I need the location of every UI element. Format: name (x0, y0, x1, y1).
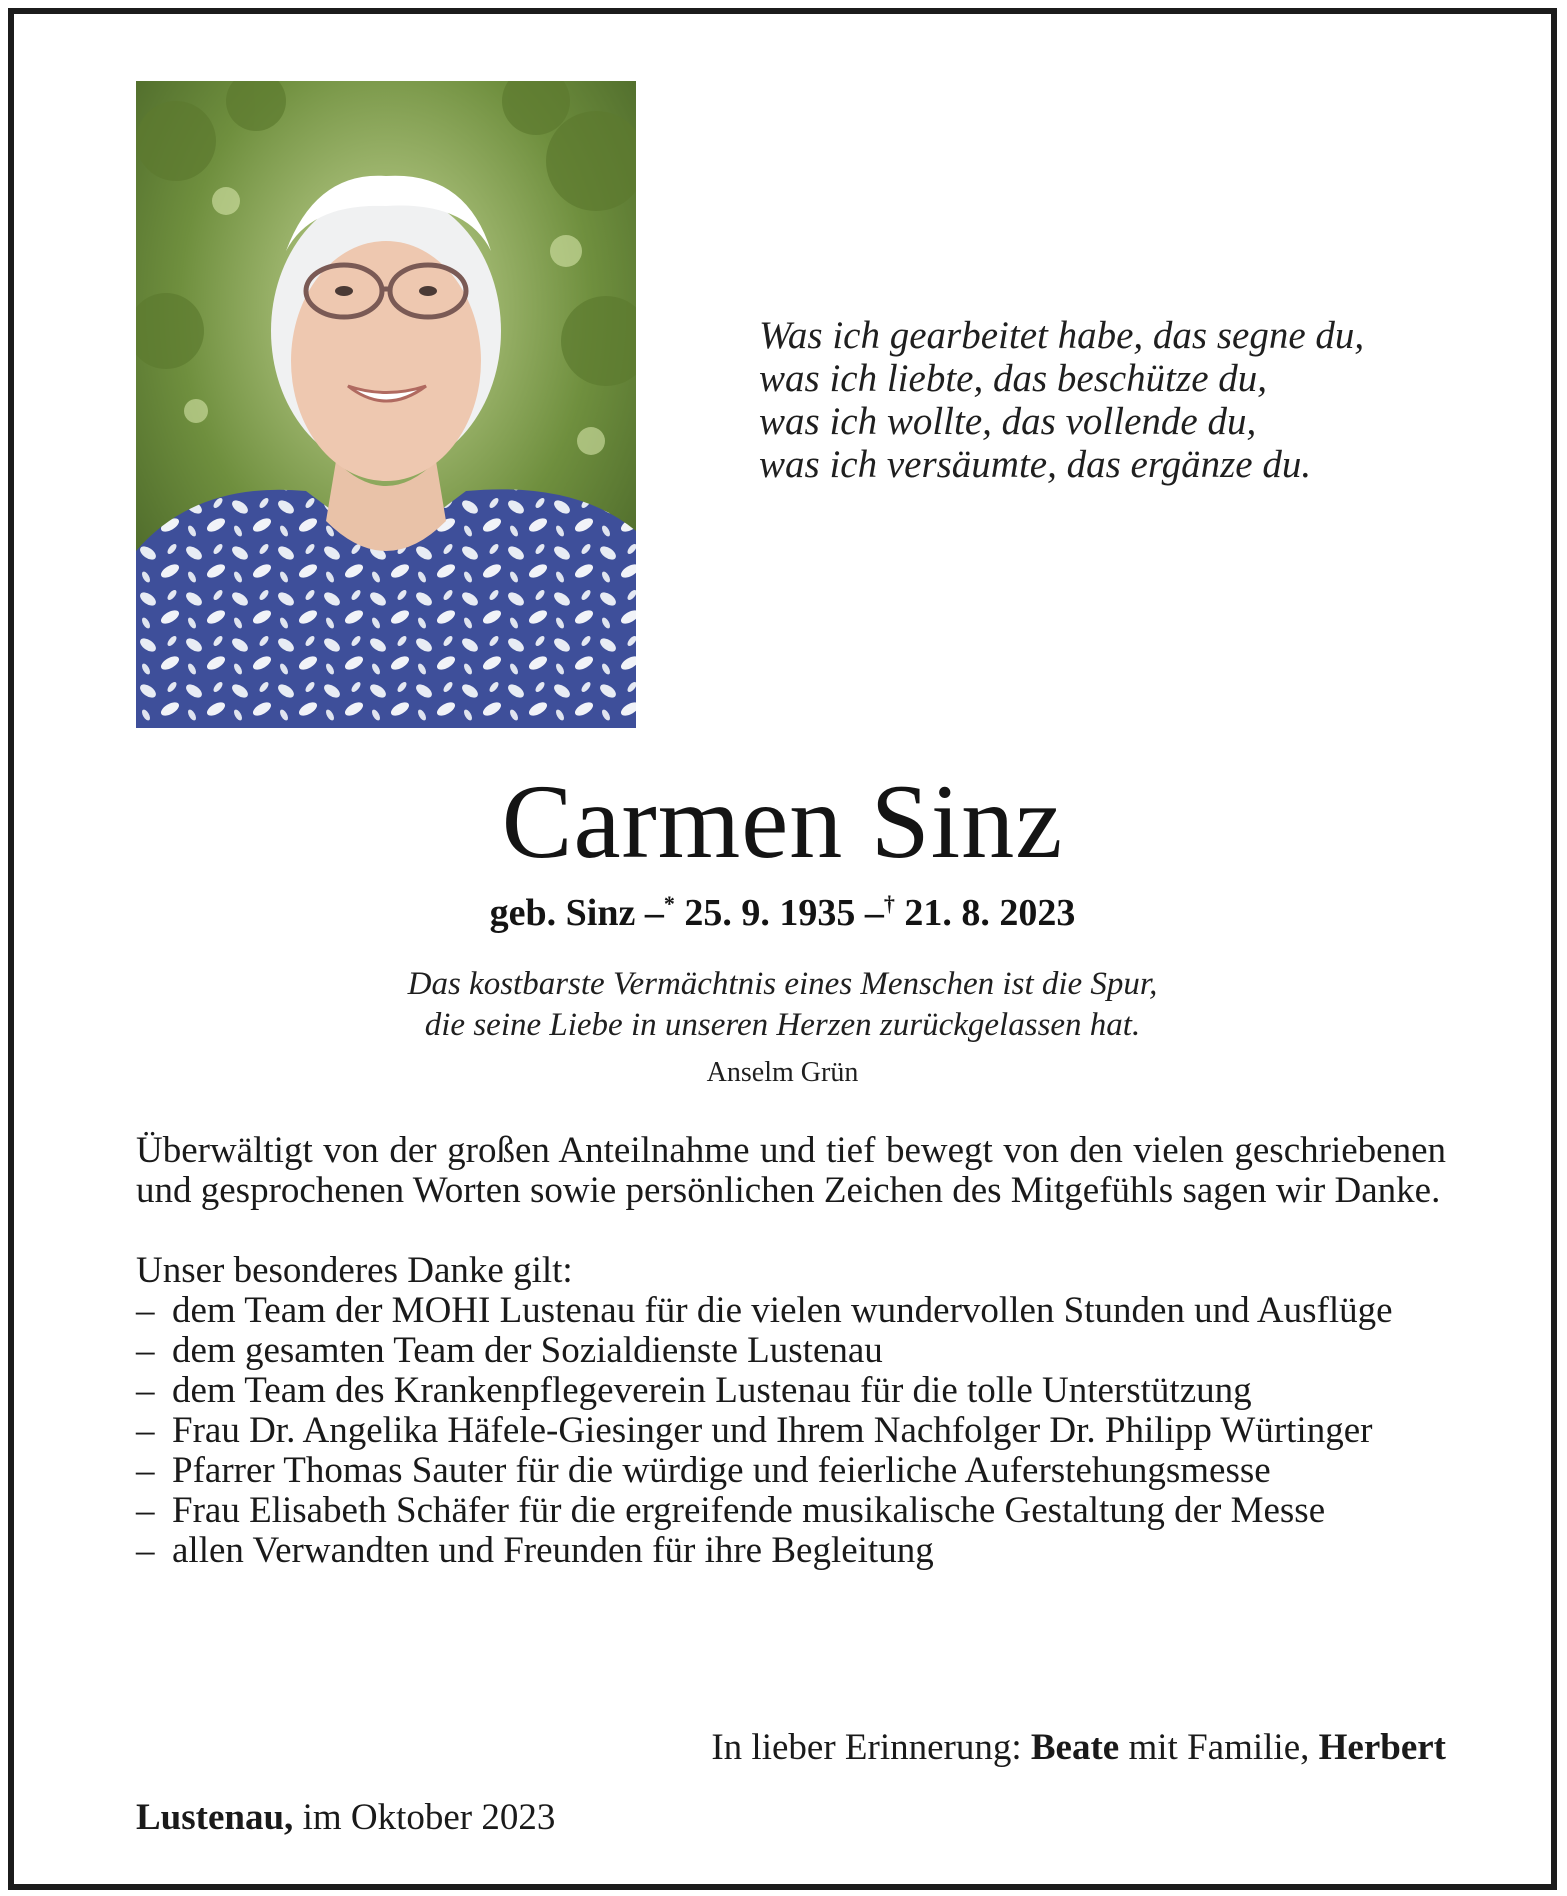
birth-star-icon: * (663, 891, 675, 916)
portrait-photo (136, 81, 636, 728)
quote-author: Anselm Grün (706, 1057, 859, 1088)
signature-name-herbert: Herbert (1318, 1727, 1446, 1768)
place-date: im Oktober 2023 (293, 1797, 556, 1838)
list-item: – Frau Elisabeth Schäfer für die ergreifende musikalische Gestaltung der Messe (136, 1491, 1446, 1531)
signature-middle: mit Familie, (1119, 1727, 1319, 1768)
thanks-section (136, 1131, 1446, 1571)
list-item: – dem Team der MOHI Lustenau für die vielen wundervollen Stunden und Ausflüge (136, 1291, 1446, 1331)
birth-name: geb. Sinz (489, 892, 636, 934)
deceased-name: Carmen Sinz (501, 763, 1064, 880)
list-item: – dem Team des Krankenpflegeverein Lustenau für die tolle Unterstützung (136, 1371, 1446, 1411)
thanks-list (136, 1291, 1446, 1571)
death-date: 21. 8. 2023 (904, 892, 1076, 934)
death-cross-icon: † (883, 891, 895, 916)
dash-separator: – (644, 892, 664, 934)
poem-line: Was ich gearbeitet habe, das segne du, (759, 314, 1365, 357)
place-date-line (136, 1796, 1036, 1840)
thanks-lead: Unser besonderes Danke gilt: (136, 1250, 573, 1291)
portrait-illustration (136, 81, 636, 728)
life-dates (14, 882, 1551, 935)
list-item: – Pfarrer Thomas Sauter für die würdige und feierliche Auferstehungsmesse (136, 1451, 1446, 1491)
poem-verse (759, 314, 1459, 486)
place-city: Lustenau, (136, 1797, 294, 1838)
signature-line (136, 1726, 1446, 1770)
memorial-quote (14, 964, 1551, 1046)
signature-name-beate: Beate (1030, 1727, 1120, 1768)
list-item: – Frau Dr. Angelika Häfele-Giesinger und Ihrem Nachfolger Dr. Philipp Würtinger (136, 1411, 1446, 1451)
dash-separator: – (864, 892, 884, 934)
list-item: – dem gesamten Team der Sozialdienste Lustenau (136, 1331, 1446, 1371)
poem-line: was ich versäumte, das ergänze du. (759, 443, 1312, 486)
obituary-frame (8, 8, 1557, 1890)
quote-line: die seine Liebe in unseren Herzen zurückgelassen hat. (424, 1007, 1141, 1043)
thanks-intro: Überwältigt von der großen Anteilnahme und tief bewegt von den vielen geschriebenen und gesprochenen Worten sowie persönlichen Zeichen des Mitgefühls sagen wir Danke. (136, 1130, 1446, 1211)
poem-line: was ich wollte, das vollende du, (759, 400, 1257, 443)
quote-line: Das kostbarste Vermächtnis eines Menschen ist die Spur, (407, 966, 1158, 1002)
signature-prefix: In lieber Erinnerung: (711, 1727, 1031, 1768)
list-item: – allen Verwandten und Freunden für ihre Begleitung (136, 1531, 1446, 1571)
birth-date: 25. 9. 1935 (684, 892, 856, 934)
poem-line: was ich liebte, das beschütze du, (759, 357, 1268, 400)
